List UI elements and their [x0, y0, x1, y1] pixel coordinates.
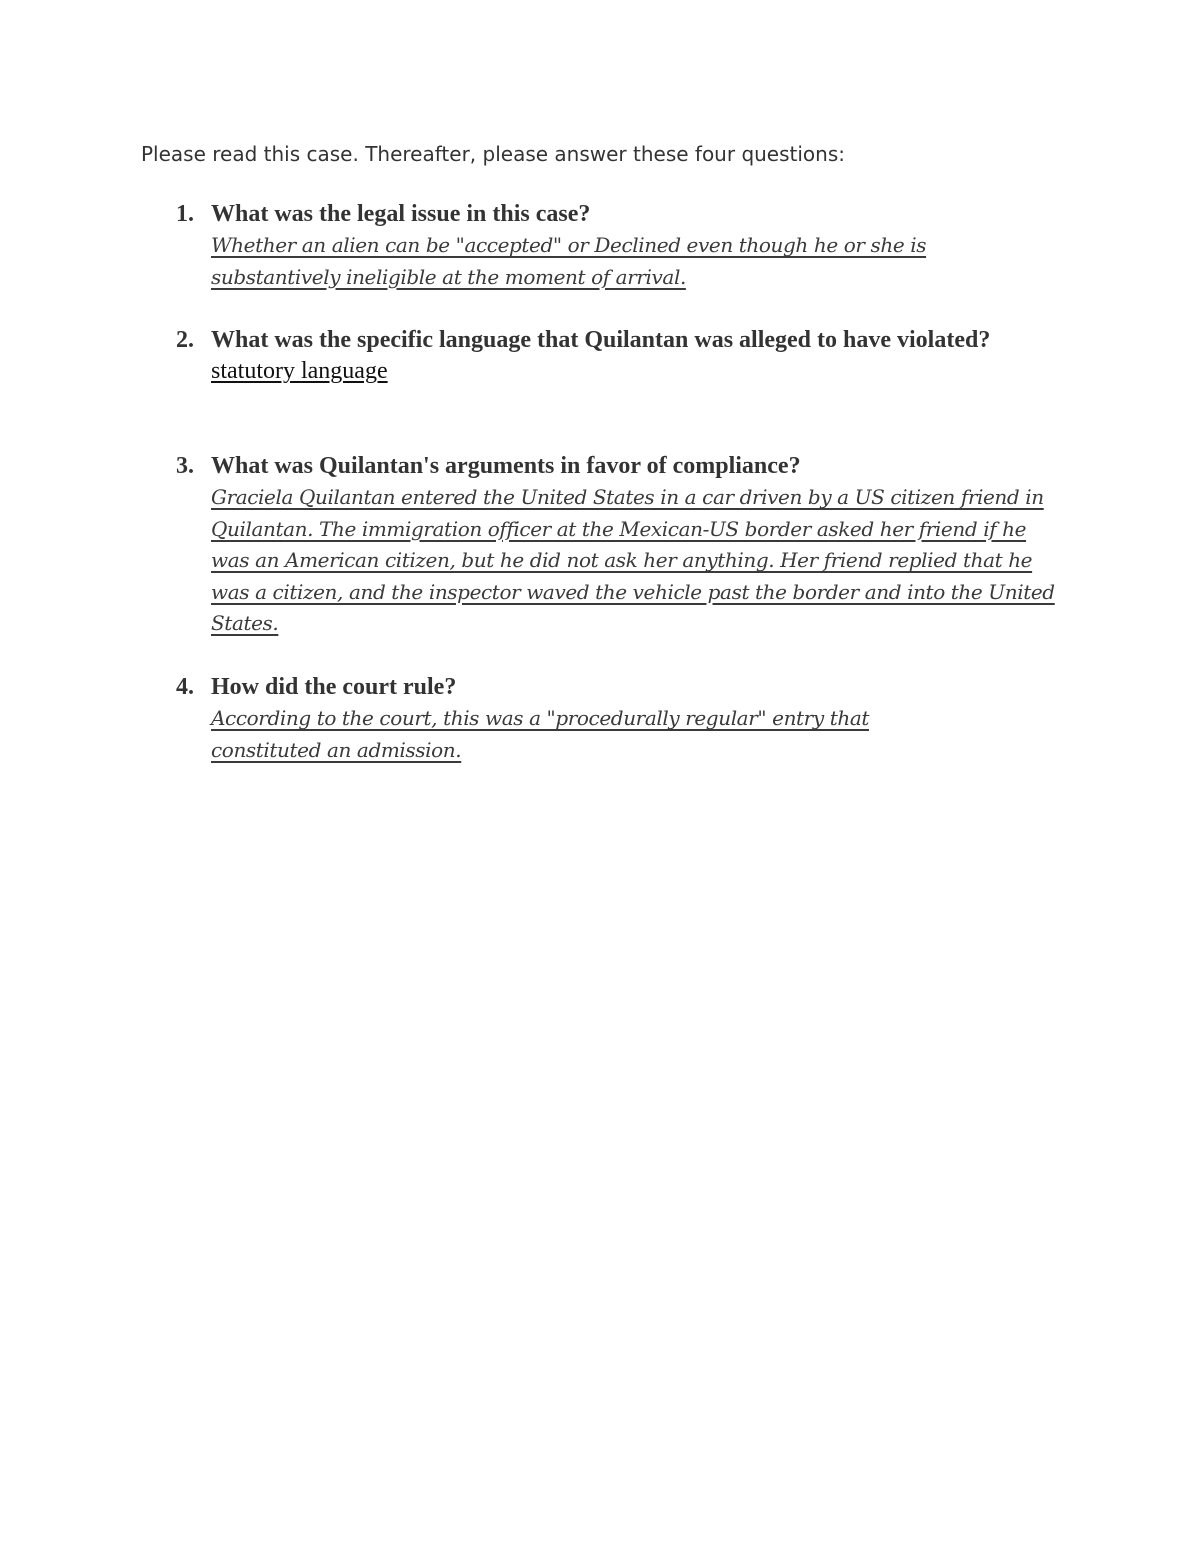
answer-text: Whether an alien can be "accepted" or Declined even though he or she is substantively ineligible at the moment of arrival.	[211, 233, 927, 289]
question-text: What was the specific language that Quilantan was alleged to have violated?	[211, 327, 991, 353]
question-number: 1.	[176, 201, 194, 227]
question-body	[211, 199, 1061, 293]
question-text: What was the legal issue in this case?	[211, 201, 591, 227]
question-body	[211, 325, 1061, 387]
answer-text: statutory language	[211, 358, 388, 384]
answer-text: According to the court, this was a "procedurally regular" entry that constituted an admission.	[211, 706, 869, 762]
intro-text: Please read this case. Thereafter, please answer these four questions:	[141, 142, 846, 166]
question-number: 4.	[176, 674, 194, 700]
question-body	[211, 672, 1061, 766]
question-body	[211, 451, 1061, 640]
question-number: 3.	[176, 453, 194, 479]
answer-text: Graciela Quilantan entered the United States in a car driven by a US citizen friend in Quilantan. The immigration officer at the Mexican-US border asked her friend if he was an American citizen, but he did not ask her anything. Her friend replied that he was a citizen, and the inspector waved the vehicle past the border and into the United States.	[211, 485, 1055, 635]
question-text: What was Quilantan's arguments in favor of compliance?	[211, 453, 801, 479]
question-text: How did the court rule?	[211, 674, 457, 700]
question-number: 2.	[176, 327, 194, 353]
